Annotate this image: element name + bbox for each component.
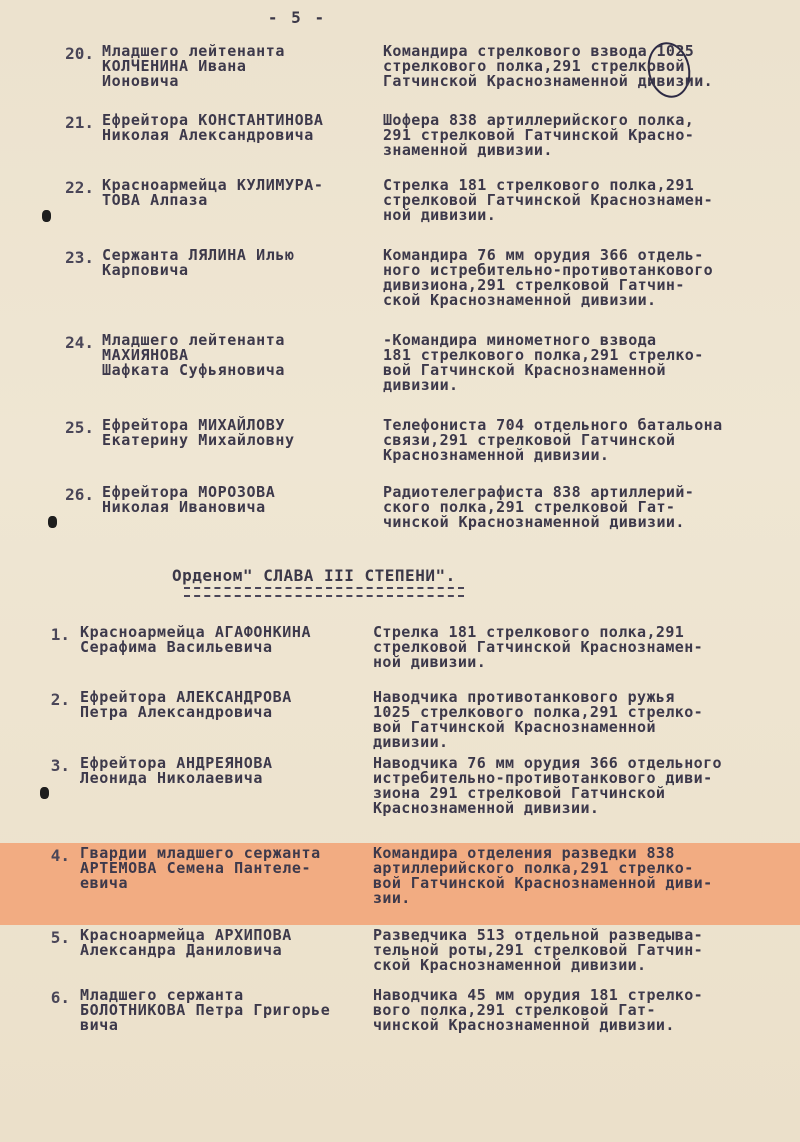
recipient-name: Ефрейтора МОРОЗОВА Николая Ивановича (102, 483, 276, 516)
recipient-position: -Командира минометного взвода 181 стрелкового полка,291 стрелко- вой Гатчинской Краснознаменной дивизии. (383, 331, 704, 394)
entry-number: 2. (50, 690, 70, 709)
entry-number: 20. (65, 44, 94, 63)
recipient-name: Ефрейтора МИХАЙЛОВУ Екатерину Михайловну (102, 416, 295, 449)
section-heading: Орденом" СЛАВА III СТЕПЕНИ". (172, 566, 456, 585)
recipient-name: Красноармейца АРХИПОВА Александра Даниловича (80, 926, 292, 959)
recipient-name: Ефрейтора КОНСТАНТИНОВА Николая Александровича (102, 111, 324, 144)
recipient-position: Радиотелеграфиста 838 артиллерий- ского полка,291 стрелковой Гат- чинской Краснознаменной дивизии. (383, 483, 695, 531)
recipient-position: Шофера 838 артиллерийского полка, 291 стрелковой Гатчинской Красно- знаменной дивизии. (383, 111, 695, 159)
entry-number: 22. (65, 178, 94, 197)
punch-hole (40, 787, 49, 799)
entry-number: 21. (65, 113, 94, 132)
recipient-position: Наводчика 45 мм орудия 181 стрелко- вого полка,291 стрелковой Гат- чинской Краснознаменной дивизии. (373, 986, 704, 1034)
recipient-position: Стрелка 181 стрелкового полка,291 стрелковой Гатчинской Краснознамен- ной дивизии. (383, 176, 714, 224)
heading-underline (184, 587, 464, 597)
recipient-name: Младшего лейтенанта КОЛЧЕНИНА Ивана Ионовича (102, 42, 285, 90)
recipient-name: Ефрейтора АНДРЕЯНОВА Леонида Николаевича (80, 754, 273, 787)
recipient-name: Красноармейца АГАФОНКИНА Серафима Васильевича (80, 623, 312, 656)
recipient-position: Разведчика 513 отдельной разведыва- тельной роты,291 стрелковой Гатчин- ской Краснознаменной дивизии. (373, 926, 704, 974)
entry-number: 5. (50, 928, 70, 947)
recipient-name: Гвардии младшего сержанта АРТЕМОВА Семена Пантеле- евича (80, 844, 321, 892)
entry-number: 1. (50, 625, 70, 644)
recipient-position: Телефониста 704 отдельного батальона связи,291 стрелковой Гатчинской Краснознаменной дивизии. (383, 416, 723, 464)
recipient-name: Сержанта ЛЯЛИНА Илью Карповича (102, 246, 295, 279)
recipient-position: Наводчика 76 мм орудия 366 отдельного истребительно-противотанкового диви- зиона 291 стрелковой Гатчинской Краснознаменной дивизии. (373, 754, 722, 817)
entry-number: 6. (50, 988, 70, 1007)
page-number: - 5 - (267, 8, 327, 27)
entry-number: 3. (50, 756, 70, 775)
punch-hole (42, 210, 51, 222)
entry-number: 25. (65, 418, 94, 437)
recipient-position: Командира отделения разведки 838 артиллерийского полка,291 стрелко- вой Гатчинской Краснознаменной диви- зии. (373, 844, 713, 907)
recipient-name: Красноармейца КУЛИМУРА- ТОВА Алпаза (102, 176, 324, 209)
recipient-name: Младшего лейтенанта МАХИЯНОВА Шафката Суфьяновича (102, 331, 285, 379)
recipient-position: Командира стрелкового взвода 1025 стрелкового полка,291 стрелковой Гатчинской Краснознаменной дивизии. (383, 42, 714, 90)
recipient-name: Ефрейтора АЛЕКСАНДРОВА Петра Александровича (80, 688, 292, 721)
recipient-position: Командира 76 мм орудия 366 отдель- ного истребительно-противотанкового дивизиона,291 стрелковой Гатчин- ской Краснознаменной дивизии. (383, 246, 714, 309)
entry-number: 26. (65, 485, 94, 504)
recipient-position: Наводчика противотанкового ружья 1025 стрелкового полка,291 стрелко- вой Гатчинской Краснознаменной дивизии. (373, 688, 704, 751)
recipient-name: Младшего сержанта БОЛОТНИКОВА Петра Григорье вича (80, 986, 331, 1034)
punch-hole (48, 516, 57, 528)
entry-number: 23. (65, 248, 94, 267)
entry-number: 24. (65, 333, 94, 352)
entry-number: 4. (50, 846, 70, 865)
recipient-position: Стрелка 181 стрелкового полка,291 стрелковой Гатчинской Краснознамен- ной дивизии. (373, 623, 704, 671)
